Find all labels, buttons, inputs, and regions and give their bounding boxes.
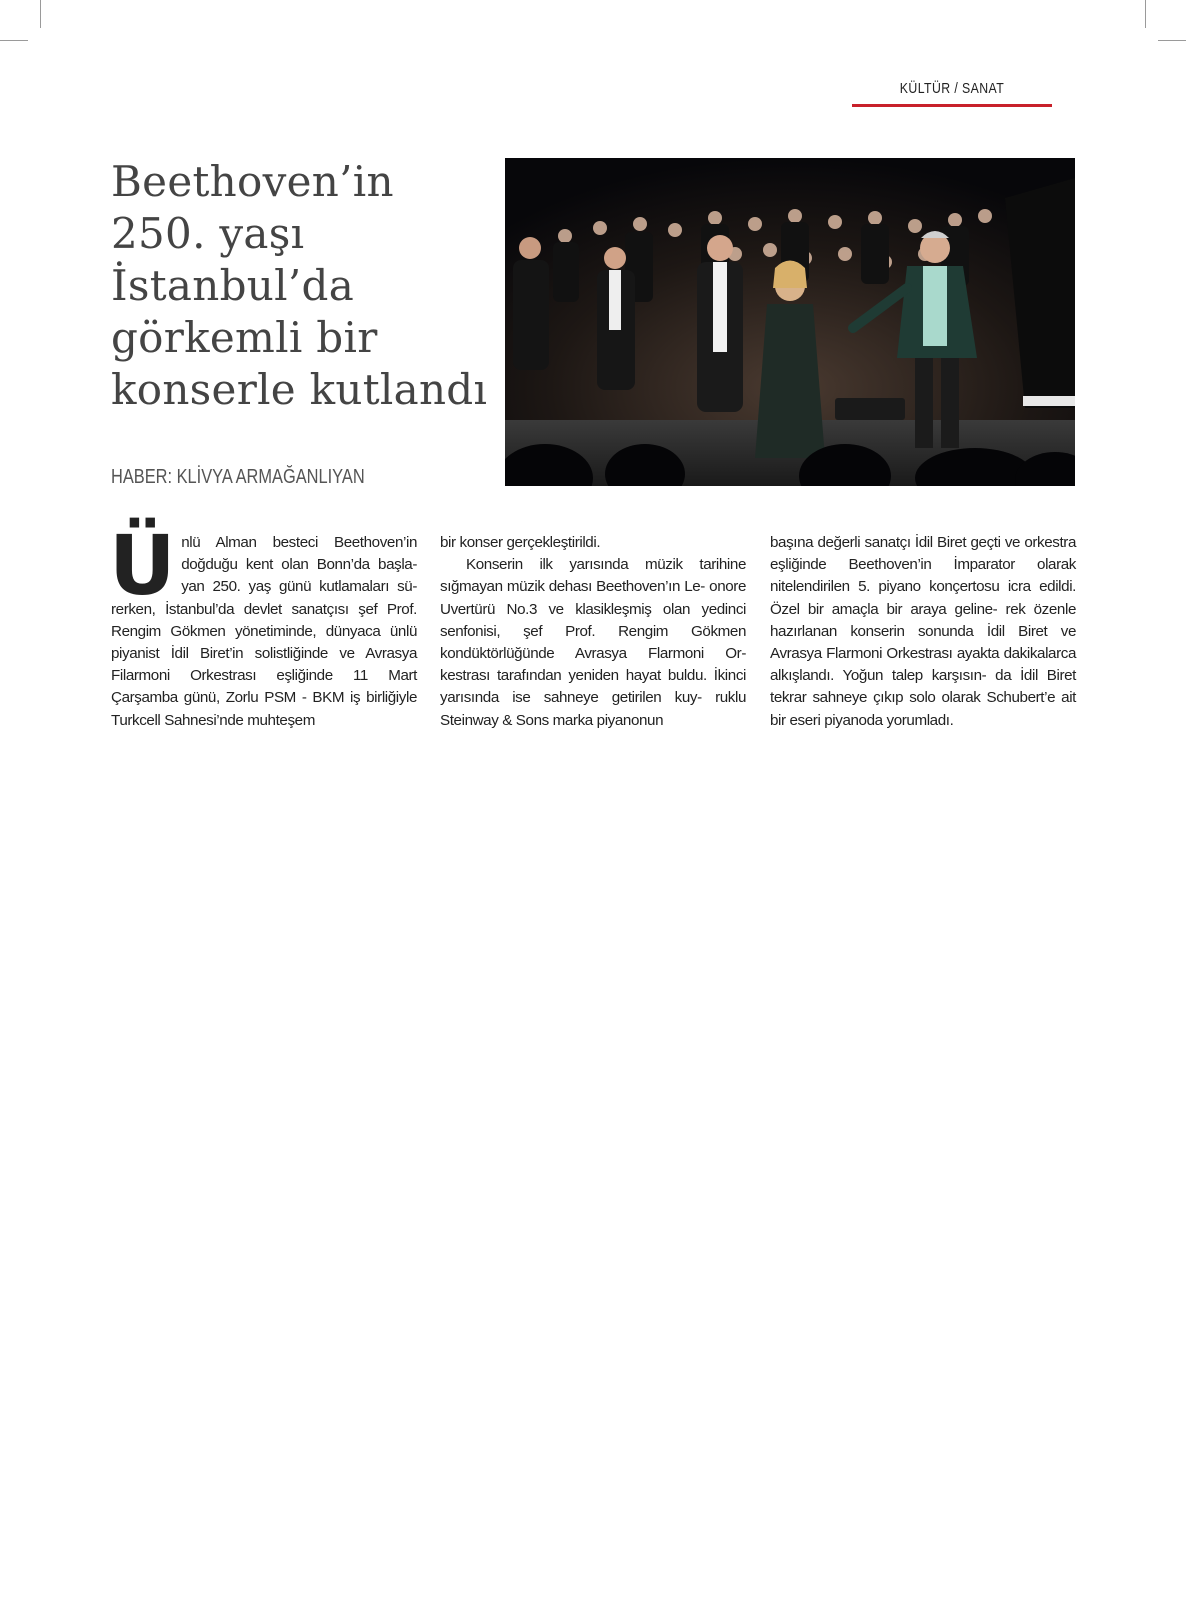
section-label: KÜLTÜR / SANAT	[899, 80, 1005, 97]
crop-mark	[0, 40, 28, 41]
article-paragraph: nlü Alman besteci Beethoven’in doğduğu kent olan Bonn’da başla- yan 250. yaş günü kutlamaları sü- rerken, İstanbul’da devlet sanatçısı şef Prof. Rengim Gökmen yönetiminde, dünyaca ünlü piyanist İdil Biret’in solistliğinde ve Avrasya Filarmoni Orkestrası eşliğinde 11 Mart Çarşamba günü, Zorlu PSM - BKM iş birliğiyle Turkcell Sahnesi’nde muhteşem	[111, 534, 417, 729]
article-column-2	[440, 532, 746, 732]
crop-mark	[40, 0, 41, 28]
concert-photo-illustration	[505, 158, 1075, 486]
headline-line: İstanbul’da	[111, 261, 355, 310]
headline-line: görkemli bir	[111, 313, 378, 362]
article-paragraph: başına değerli sanatçı İdil Biret geçti ve orkestra eşliğinde Beethoven’in İmparator olarak nitelendirilen 5. piyano konçertosu icra edildi. Özel bir amaçla bir araya geline- rek özenle hazırlanan konserin sonunda İdil Biret ve Avrasya Flarmoni Orkestrası ayakta dakikalarca alkışlandı. Yoğun talep karşısın- da İdil Biret tekrar sahneye çıkıp solo olarak Schubert’e ait bir eseri piyanoda yorumladı.	[770, 534, 1076, 729]
section-rule	[852, 104, 1052, 107]
article-column-3	[770, 532, 1076, 732]
article-byline: HABER: KLİVYA ARMAĞANLIYAN	[111, 466, 365, 488]
crop-mark	[1145, 0, 1146, 28]
drop-cap: Ü	[109, 519, 176, 614]
article-paragraph: bir konser gerçekleştirildi.	[440, 534, 601, 551]
headline-line: Beethoven’in	[111, 157, 394, 206]
article-headline	[111, 156, 491, 416]
headline-line: konserle kutlandı	[111, 365, 488, 414]
concert-photo	[505, 158, 1075, 486]
article-column-1	[109, 519, 417, 732]
article-paragraph: Konserin ilk yarısında müzik tarihine sığmayan müzik dehası Beethoven’ın Le- onore Uvertürü No.3 ve klasikleşmiş olan yedinci senfonisi, şef Prof. Rengim Gökmen kondüktörlüğünde Avrasya Flarmoni Or- kestrası tarafından yeniden hayat buldu. İkinci yarısında ise sahneye getirilen kuy- ruklu Steinway & Sons marka piyanonun	[440, 556, 746, 729]
crop-mark	[1158, 40, 1186, 41]
headline-line: 250. yaşı	[111, 209, 305, 258]
